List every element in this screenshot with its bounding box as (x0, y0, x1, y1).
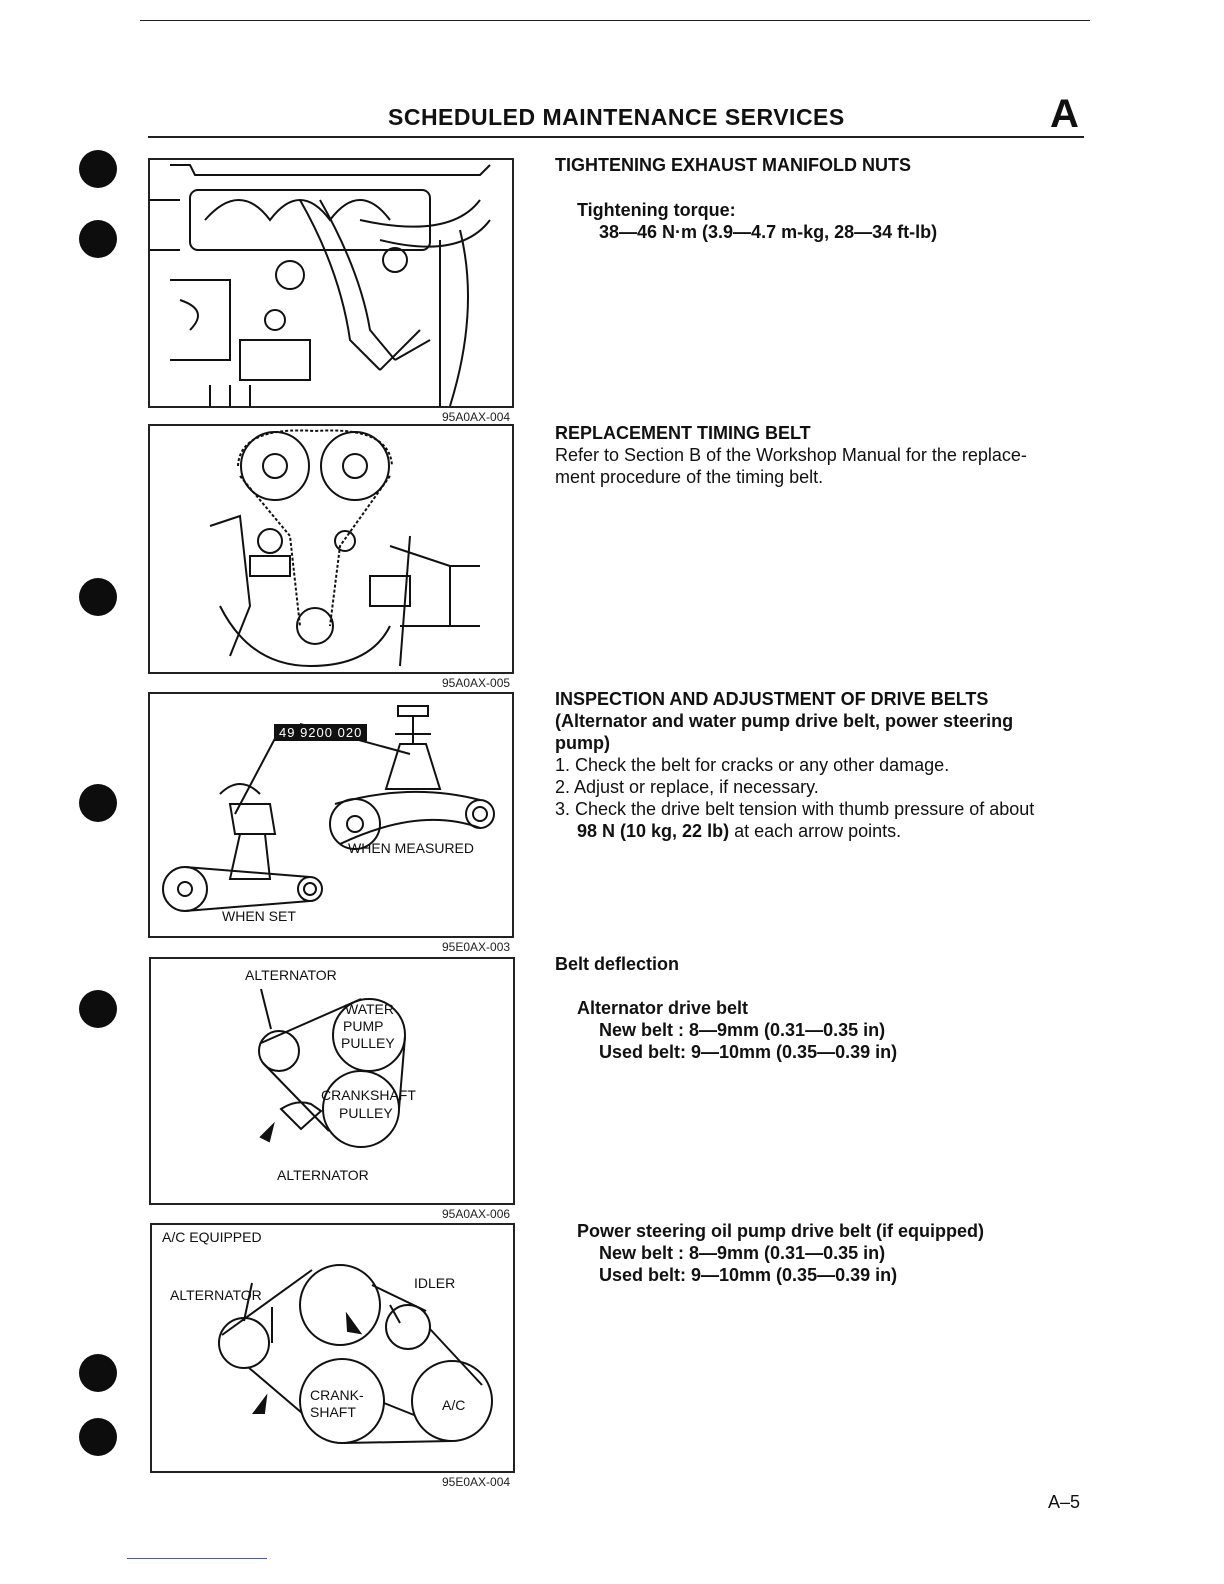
heading-timing-belt: REPLACEMENT TIMING BELT (555, 423, 811, 443)
heading-drive-belts: INSPECTION AND ADJUSTMENT OF DRIVE BELTS (555, 689, 989, 709)
figure-code: 95A0AX-006 (442, 1207, 511, 1221)
binder-hole (79, 220, 117, 258)
heading-exhaust-manifold: TIGHTENING EXHAUST MANIFOLD NUTS (555, 155, 911, 175)
figure-code: 95E0AX-003 (442, 940, 511, 954)
binder-hole (79, 578, 117, 616)
label-when-set: WHEN SET (222, 908, 296, 924)
tool-number-badge: 49 9200 020 (274, 724, 367, 741)
label-crankshaft-pulley: PULLEY (339, 1105, 393, 1121)
step-3-force: 98 N (10 kg, 22 lb) (577, 821, 730, 841)
binder-hole (79, 1418, 117, 1456)
step-3-continued (577, 820, 901, 842)
section-letter: A (1050, 92, 1079, 136)
binder-hole (79, 1354, 117, 1392)
label-crankshaft: CRANKSHAFT (321, 1087, 416, 1103)
ps-belt-title: Power steering oil pump drive belt (if equipped) (577, 1221, 985, 1241)
drive-belts-sub1: (Alternator and water pump drive belt, power steering (555, 711, 1014, 731)
top-rule (140, 20, 1090, 21)
page-number: A–5 (1048, 1492, 1081, 1512)
label-pump: PUMP (343, 1018, 384, 1034)
label-idler: IDLER (414, 1275, 456, 1291)
figure-ac-belt (150, 1223, 515, 1473)
drive-belts-sub2: pump) (555, 733, 610, 753)
torque-label: Tightening torque: (577, 200, 736, 220)
bottom-link-rule (127, 1558, 267, 1559)
label-crank: CRANK- (310, 1387, 364, 1403)
label-alternator-bottom: ALTERNATOR (277, 1167, 369, 1183)
header-rule (148, 136, 1084, 138)
step-3-rest: at each arrow points. (729, 821, 902, 841)
figure-code: 95E0AX-004 (442, 1475, 511, 1489)
ac-belt-illustration (152, 1225, 513, 1471)
label-ac-equipped: A/C EQUIPPED (162, 1229, 262, 1245)
alternator-belt-title: Alternator drive belt (577, 998, 749, 1018)
figure-tension-gauge (148, 692, 514, 938)
step-1: 1. Check the belt for cracks or any other damage. (555, 755, 950, 775)
label-pulley: PULLEY (341, 1035, 395, 1051)
figure-timing-belt (148, 424, 514, 674)
figure-code: 95A0AX-004 (442, 410, 511, 424)
torque-value: 38—46 N·m (3.9—4.7 m-kg, 28—34 ft-lb) (599, 222, 938, 242)
binder-hole (79, 150, 117, 188)
alternator-used-belt: Used belt: 9—10mm (0.35—0.39 in) (599, 1042, 898, 1062)
timing-text-line1: Refer to Section B of the Workshop Manual for the replace- (555, 445, 1027, 465)
label-when-measured: WHEN MEASURED (348, 840, 475, 856)
figure-alternator-belt (149, 957, 515, 1205)
heading-belt-deflection: Belt deflection (555, 954, 680, 974)
binder-hole (79, 990, 117, 1028)
exhaust-manifold-illustration (150, 160, 512, 406)
label-ac: A/C (442, 1397, 466, 1413)
alternator-new-belt: New belt : 8—9mm (0.31—0.35 in) (599, 1020, 886, 1040)
ps-new-belt: New belt : 8—9mm (0.31—0.35 in) (599, 1243, 886, 1263)
label-shaft: SHAFT (310, 1404, 356, 1420)
timing-text-line2: ment procedure of the timing belt. (555, 467, 824, 487)
page-title: SCHEDULED MAINTENANCE SERVICES (388, 104, 845, 130)
label-alternator: ALTERNATOR (245, 967, 337, 983)
figure-code: 95A0AX-005 (442, 676, 511, 690)
label-water: WATER (345, 1001, 394, 1017)
step-3: 3. Check the drive belt tension with thumb pressure of about (555, 799, 1035, 819)
timing-belt-illustration (150, 426, 512, 672)
step-2: 2. Adjust or replace, if necessary. (555, 777, 819, 797)
binder-hole (79, 784, 117, 822)
label-alternator: ALTERNATOR (170, 1287, 262, 1303)
ps-used-belt: Used belt: 9—10mm (0.35—0.39 in) (599, 1265, 898, 1285)
figure-exhaust-manifold (148, 158, 514, 408)
